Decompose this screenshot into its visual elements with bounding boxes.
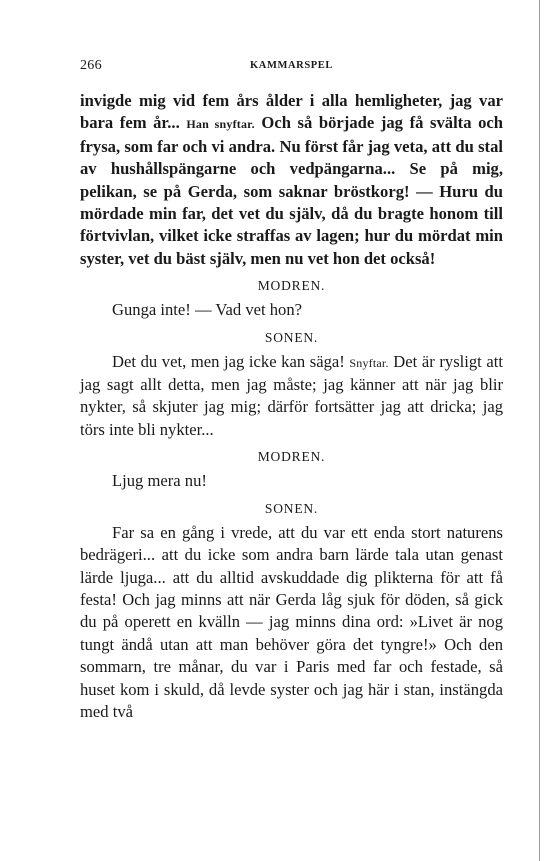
paragraph-text: Det är rysligt att jag sagt allt detta, men jag måste; jag känner att när jag blir nykter, så skjuter jag mig; därför fortsätter jag att dricka; jag törs inte bli nykter...	[80, 351, 504, 439]
paragraph-text: Det du vet, men jag icke kan säga!	[112, 351, 350, 371]
paragraph-son-continued	[80, 90, 503, 270]
scan-edge-line	[539, 0, 540, 861]
speaker-label-mother: MODREN.	[257, 278, 326, 294]
stage-direction: Han snyftar.	[186, 117, 255, 132]
stage-direction: Snyftar.	[349, 355, 389, 370]
page-body	[80, 90, 503, 723]
paragraph-text: invigde mig vid fem års ålder i alla hemligheter, jag var bara fem år...	[80, 91, 503, 133]
paragraph-son: Far sa en gång i vrede, att du var ett enda stort naturens bedrägeri... att du icke som andra barn lärde tala utan genast lärde ljuga... att du alltid avskuddade dig plikterna för att få festa! Och jag minns att när Gerda låg sjuk för döden, så gick du på operett en kvälln — jag minns dina ord: »Livet är nog tungt ändå utan att man behöver göra det tyngre!» Och den sommarn, tre månar, du var i Paris med far och festade, så huset kom i skuld, då levde syster och jag här i stan, instängda med två	[80, 522, 503, 721]
page-header	[80, 58, 503, 78]
speaker-label-son: SONEN.	[264, 329, 319, 345]
dialogue-line-mother: Gunga inte! — Vad vet hon?	[112, 300, 303, 320]
page-number: 266	[80, 58, 102, 73]
speaker-label-son: SONEN.	[264, 500, 319, 516]
paragraph-son	[80, 351, 503, 442]
speaker-label-mother: MODREN.	[257, 449, 326, 465]
dialogue-line-mother: Ljug mera nu!	[112, 471, 207, 491]
running-title: KAMMARSPEL	[250, 60, 333, 71]
paragraph-text: Och så började jag få svälta och frysa, som far och vi andra. Nu först får jag veta, att du stal av hushållspängarne och vedpängarna... Se på mig, pelikan, se på Gerda, som saknar bröstkorg! — Huru du mördade min far, det vet du själv, då du bragte honom till förtvivlan, vilket icke straffas av lagen; hur du mördat min syster, vet du bäst själv, men nu vet hon det också!	[80, 113, 504, 268]
